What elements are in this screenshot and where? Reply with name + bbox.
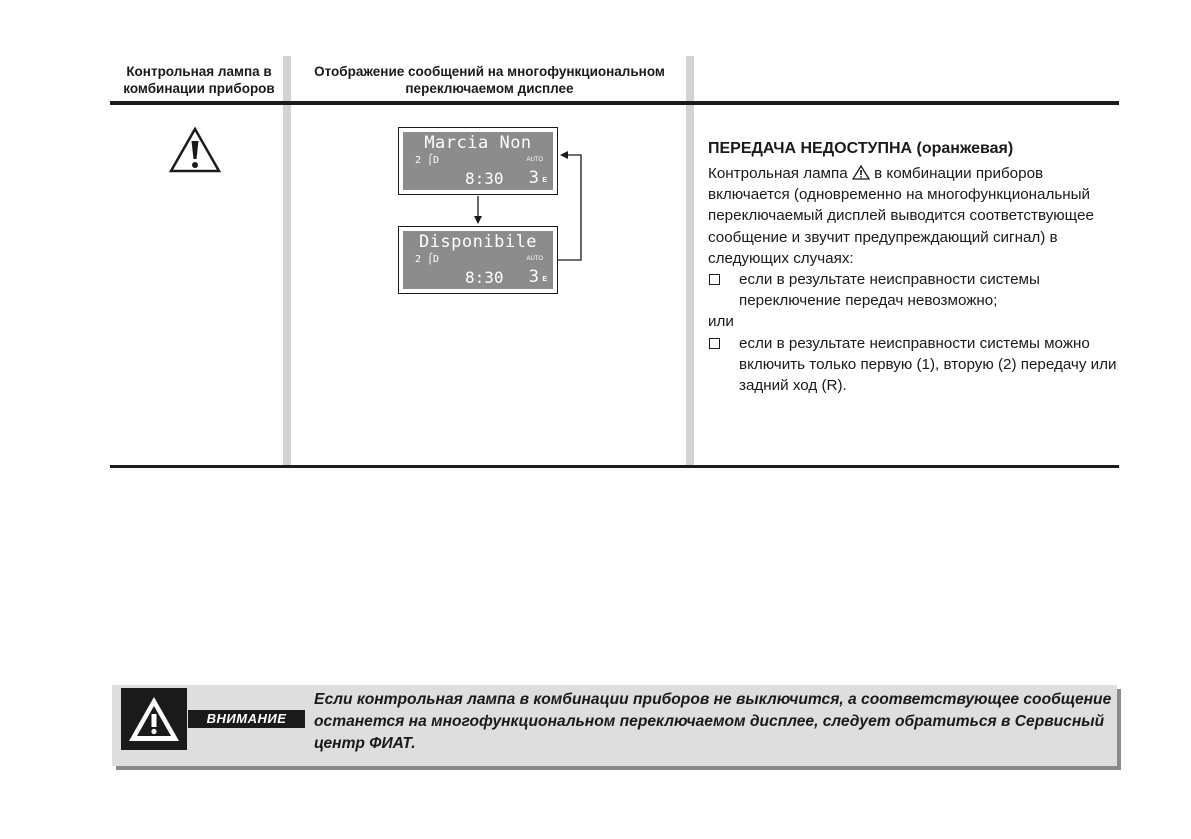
display-gear-suffix: E bbox=[542, 177, 547, 184]
display-gear: 3 bbox=[528, 168, 539, 188]
section-body bbox=[708, 163, 1118, 396]
attention-shadow bbox=[116, 766, 1121, 770]
conditions-list-2 bbox=[708, 333, 1118, 397]
list-item-text: если в результате неисправности системы переключение передач невозможно; bbox=[739, 271, 1040, 310]
lead-text-before: Контрольная лампа bbox=[708, 165, 852, 182]
display-time: 8:30 bbox=[465, 169, 504, 188]
display-message-2 bbox=[398, 226, 558, 294]
header-display-column: Отображение сообщений на многофункциональном переключаемом дисплее bbox=[314, 64, 665, 96]
table-bottom-rule bbox=[110, 465, 1119, 468]
section-title: ПЕРЕДАЧА НЕДОСТУПНА (оранжевая) bbox=[708, 140, 1014, 157]
display-time: 8:30 bbox=[465, 268, 504, 287]
display-line-1: Marcia Non bbox=[424, 133, 532, 153]
display-auto-label: AUTO bbox=[526, 157, 543, 163]
display-auto-label: AUTO bbox=[526, 256, 543, 262]
warning-triangle-icon bbox=[169, 127, 221, 173]
display-indicators: 2 ⌠D bbox=[415, 254, 440, 265]
column-gutter-2 bbox=[686, 56, 694, 466]
list-item bbox=[708, 269, 1118, 311]
checkbox-bullet-icon bbox=[709, 338, 720, 349]
display-message-1 bbox=[398, 127, 558, 195]
display-gear: 3 bbox=[528, 267, 539, 287]
lead-text-after: в комбинации приборов включается (одновременно на многофункциональный переключаемый дисплей выводится соответствующее сообщение и звучит предупреждающий сигнал) в следующих случаях: bbox=[708, 165, 1094, 267]
connector-text: или bbox=[708, 313, 734, 331]
lead-paragraph bbox=[708, 163, 1118, 269]
display-gear-suffix: E bbox=[542, 276, 547, 283]
conditions-list bbox=[708, 269, 1118, 311]
display-screen bbox=[403, 231, 553, 289]
attention-label: ВНИМАНИЕ bbox=[188, 710, 305, 728]
display-line-1: Disponibile bbox=[418, 232, 538, 252]
list-item-text: если в результате неисправности системы можно включить только первую (1), вторую (2) передачу или задний ход (R). bbox=[739, 334, 1117, 395]
attention-shadow bbox=[1117, 689, 1121, 770]
column-gutter-1 bbox=[283, 56, 291, 466]
attention-icon-box bbox=[121, 688, 187, 750]
table-top-rule bbox=[110, 101, 1119, 105]
list-item bbox=[708, 333, 1118, 397]
attention-text: Если контрольная лампа в комбинации приборов не выключится, а соответствующее сообщение останется на многофункциональном переключаемом дисплее, следует обратиться в Сервисный центр ФИАТ. bbox=[314, 691, 1112, 752]
display-indicators: 2 ⌠D bbox=[415, 155, 440, 166]
attention-warning-icon bbox=[122, 689, 186, 749]
inline-warning-icon bbox=[852, 165, 870, 180]
checkbox-bullet-icon bbox=[709, 274, 720, 285]
display-screen bbox=[403, 132, 553, 190]
header-lamp-column: Контрольная лампа в комбинации приборов bbox=[123, 64, 275, 96]
